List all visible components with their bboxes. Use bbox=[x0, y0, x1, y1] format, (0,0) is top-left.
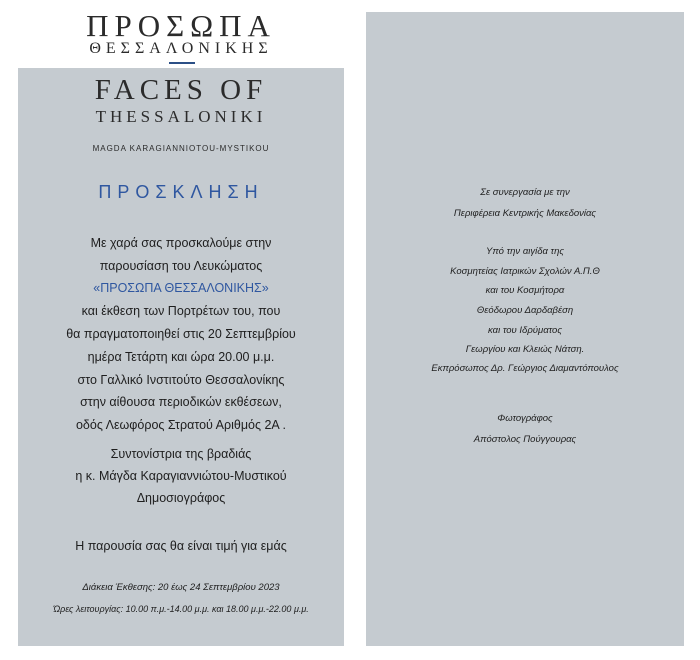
auspices-line: Υπό την αιγίδα της bbox=[485, 246, 564, 257]
invitation-title: ΠΡΟΣΚΛΗΣΗ bbox=[98, 182, 264, 202]
representative-line: Εκπρόσωπος Δρ. Γεώργιος Διαμαντόπουλος bbox=[431, 363, 619, 374]
exhibition-duration: Διάκεια Έκθεσης: 20 έως 24 Σεπτεμβρίου 2023 bbox=[82, 582, 280, 593]
invitation-line: θα πραγματοποιηθεί στις 20 Σεπτεμβρίου bbox=[66, 327, 296, 341]
logo-english-title: FACES OF bbox=[94, 74, 268, 106]
auspices-line: Θεόδωρου Δαρδαβέση bbox=[476, 305, 574, 316]
invitation-line: παρουσίαση του Λευκώματος bbox=[99, 259, 263, 273]
auspices-line: Κοσμητείας Ιατρικών Σχολών Α.Π.Θ bbox=[450, 266, 600, 277]
coordinator-line: η κ. Μάγδα Καραγιαννιώτου-Μυστικού bbox=[75, 469, 287, 483]
auspices-line: και του Ιδρύματος bbox=[488, 325, 562, 336]
collaboration-line: Περιφέρεια Κεντρικής Μακεδονίας bbox=[453, 208, 597, 219]
header-area bbox=[18, 0, 344, 68]
invitation-left-panel bbox=[18, 68, 344, 646]
photographer-name: Απόστολος Πούγγουρας bbox=[473, 434, 577, 445]
album-title: «ΠΡΟΣΩΠΑ ΘΕΣΣΑΛΟΝΙΚΗΣ» bbox=[93, 281, 269, 295]
auspices-line: Γεωργίου και Κλειώς Νάτση. bbox=[465, 344, 585, 355]
coordinator-line: Δημοσιογράφος bbox=[136, 491, 226, 505]
invitation-right-panel bbox=[366, 12, 684, 646]
closing-line: Η παρουσία σας θα είναι τιμή για εμάς bbox=[75, 539, 287, 553]
logo-greek-subtitle: ΘΕΣΣΑΛΟΝΙΚΗΣ bbox=[89, 40, 273, 57]
photographer-label: Φωτογράφος bbox=[497, 413, 553, 424]
invitation-line: οδός Λεωφόρος Στρατού Αριθμός 2Α . bbox=[75, 418, 287, 432]
opening-hours: Ώρες λειτουργίας: 10.00 π.μ.-14.00 μ.μ. και 18.00 μ.μ.-22.00 μ.μ. bbox=[53, 604, 309, 614]
auspices-line: και του Κοσμήτορα bbox=[485, 285, 565, 296]
invitation-line: στην αίθουσα περιοδικών εκθέσεων, bbox=[80, 395, 282, 409]
invitation-line: Με χαρά σας προσκαλούμε στην bbox=[90, 236, 272, 250]
logo-english-subtitle: THESSALONIKI bbox=[95, 107, 267, 126]
logo-divider bbox=[169, 62, 195, 64]
logo-greek-title: ΠΡΟΣΩΠΑ bbox=[86, 8, 276, 43]
collaboration-line: Σε συνεργασία με την bbox=[480, 187, 570, 198]
coordinator-line: Συντονίστρια της βραδιάς bbox=[110, 447, 252, 461]
invitation-line: και έκθεση των Πορτρέτων του, που bbox=[81, 304, 281, 318]
invitation-line: ημέρα Τετάρτη και ώρα 20.00 μ.μ. bbox=[87, 350, 275, 364]
author-name: MAGDA KARAGIANNIOTOU-MYSTIKOU bbox=[92, 144, 270, 153]
invitation-line: στο Γαλλικό Ινστιτούτο Θεσσαλονίκης bbox=[77, 373, 285, 387]
